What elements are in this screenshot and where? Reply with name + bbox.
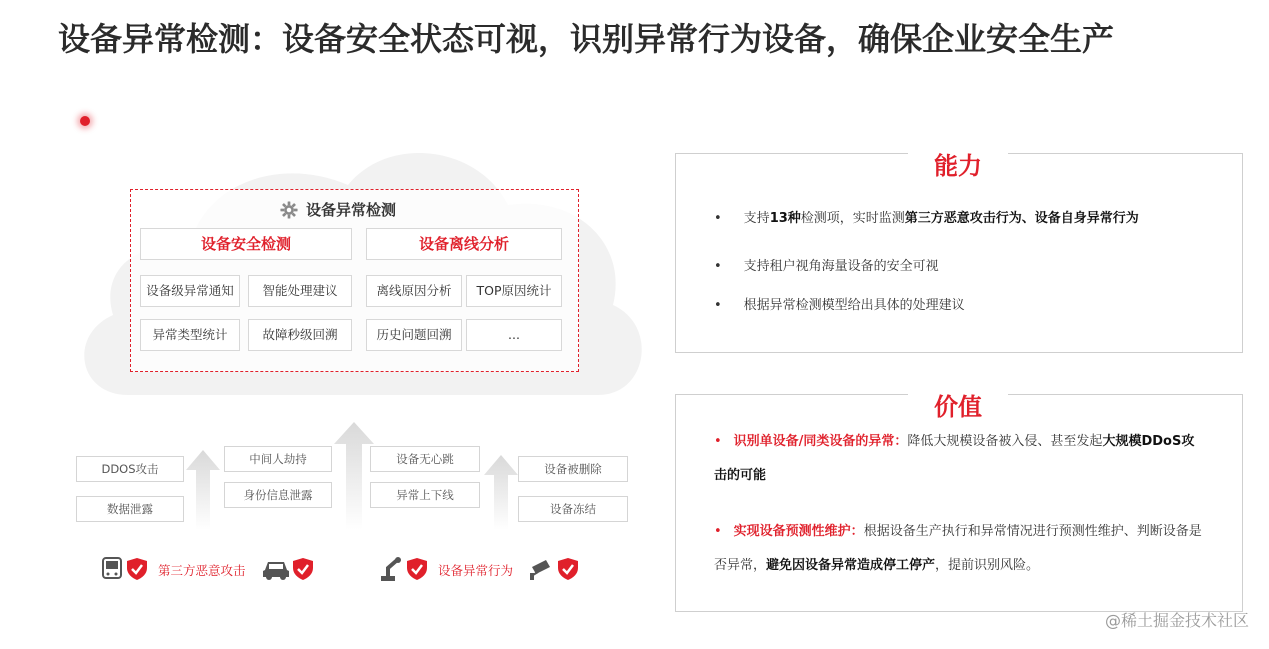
terminal-icon [102,557,122,581]
value-text: ，提前识别风险。 [935,558,1040,573]
detection-item: 历史问题回溯 [366,319,462,351]
value-bold: 大规模DDoS攻击的可能 [714,434,1195,483]
threat-box: 异常上下线 [370,482,480,508]
shield-icon [126,557,148,581]
camera-icon [528,557,556,581]
detection-item: 离线原因分析 [366,275,462,307]
value-text: 根据设备生产执行和异常情况进行预测性维护、判断设备是否异常， [714,524,1202,573]
capability-heading: 能力 [908,146,1008,181]
gear-icon [280,201,298,219]
legend-third-party: 第三方恶意攻击 [158,563,246,578]
detection-title [280,199,396,220]
threat-box: 中间人劫持 [224,446,332,472]
detection-title-label: 设备异常检测 [306,201,397,219]
capability-bold: 第三方恶意攻击行为、设备自身异常行为 [904,211,1139,226]
threat-box: 身份信息泄露 [224,482,332,508]
page-title: 设备异常检测：设备安全状态可视，识别异常行为设备，确保企业安全生产 [58,20,1115,58]
value-item [714,515,1204,583]
bullet: • [714,259,722,274]
capability-panel [675,153,1243,353]
up-arrow-icon [334,422,374,530]
detection-item: 异常类型统计 [140,319,240,351]
capability-text: 支持租户视角海量设备的安全可视 [743,259,939,274]
value-item [714,425,1204,493]
bullet: • [714,211,722,226]
detection-item: ... [466,319,562,351]
threat-box: 设备冻结 [518,496,628,522]
threat-box: 数据泄露 [76,496,184,522]
capability-item [714,294,965,313]
capability-item [714,255,939,274]
robot-arm-icon [378,556,404,582]
up-arrow-icon [484,455,518,530]
shield-icon [557,557,579,581]
offline-analysis-header: 设备离线分析 [366,228,562,260]
shield-icon [292,557,314,581]
bullet: • [714,434,722,449]
capability-text: 根据异常检测模型给出具体的处理建议 [743,298,965,313]
value-label: 实现设备预测性维护： [733,524,864,539]
security-detection-header: 设备安全检测 [140,228,352,260]
capability-text: 支持 [743,211,770,226]
detection-item: 智能处理建议 [248,275,352,307]
bullet: • [714,298,722,313]
capability-bold: 13种 [769,211,801,226]
detection-item: TOP原因统计 [466,275,562,307]
detection-item: 故障秒级回溯 [248,319,352,351]
shield-icon [406,557,428,581]
value-label: 识别单设备/同类设备的异常： [733,434,908,449]
capability-text: 检测项，实时监测 [800,211,905,226]
value-bold: 避免因设备异常造成停工停产 [766,558,936,573]
value-text: 降低大规模设备被入侵、甚至发起 [907,434,1103,449]
up-arrow-icon [186,450,220,530]
threat-box: DDOS攻击 [76,456,184,482]
car-icon [262,559,290,581]
watermark: @稀土掘金技术社区 [1104,611,1249,630]
legend-device-behavior: 设备异常行为 [438,563,514,578]
value-heading: 价值 [908,387,1008,422]
threat-box: 设备被删除 [518,456,628,482]
threat-box: 设备无心跳 [370,446,480,472]
bullet: • [714,524,722,539]
capability-item [714,207,1139,226]
detection-item: 设备级异常通知 [140,275,240,307]
